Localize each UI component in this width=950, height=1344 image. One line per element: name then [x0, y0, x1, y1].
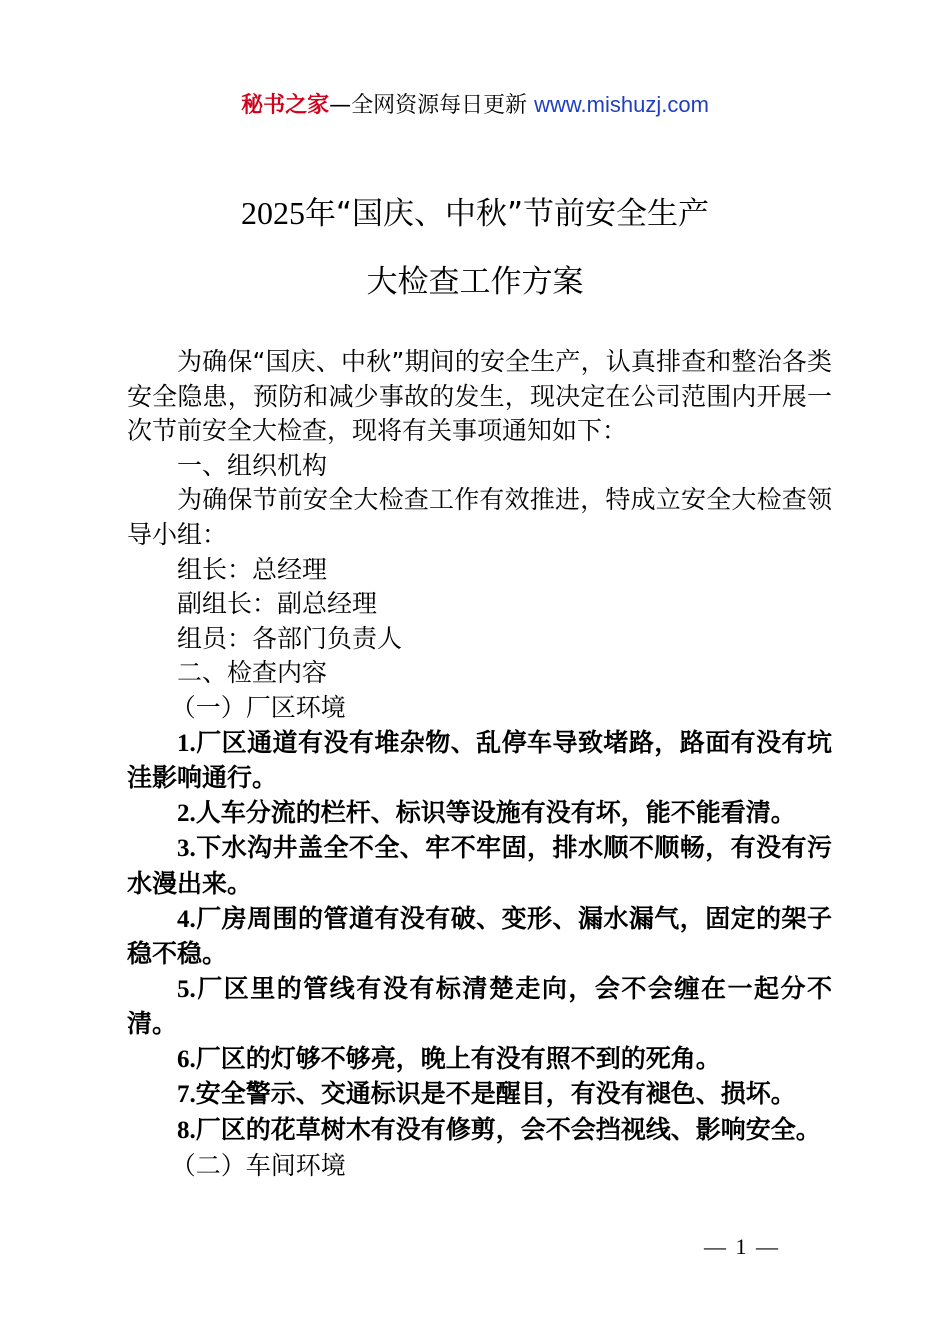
- list-item: 4.厂房周围的管道有没有破、变形、漏水漏气，固定的架子稳不稳。: [127, 903, 832, 969]
- list-item: 5.厂区里的管线有没有标清楚走向，会不会缠在一起分不清。: [127, 973, 832, 1039]
- members-line: 组员：各部门负责人: [177, 623, 403, 653]
- site-header: [0, 88, 950, 123]
- list-item: 1.厂区通道有没有堆杂物、乱停车导致堵路，路面有没有坑洼影响通行。: [127, 727, 832, 793]
- list-item: 7.安全警示、交通标识是不是醒目，有没有褪色、损坏。: [177, 1079, 796, 1109]
- list-item: 8.厂区的花草树木有没有修剪，会不会挡视线、影响安全。: [177, 1115, 821, 1145]
- leader-line: 组长：总经理: [177, 554, 328, 584]
- page-number: — 1 —: [704, 1234, 780, 1259]
- brand-name: 秘书之家: [241, 93, 330, 118]
- subsection1-heading: （一）厂区环境: [170, 692, 346, 722]
- title-line1-text: 年“国庆、中秋”节前安全生产: [304, 196, 710, 232]
- section2-heading: 二、检查内容: [177, 658, 328, 688]
- document-title-line2: 大检查工作方案: [366, 264, 584, 300]
- list-item: 3.下水沟井盖全不全、牢不牢固，排水顺不顺畅，有没有污水漫出来。: [127, 833, 832, 898]
- section1-heading: 一、组织机构: [177, 450, 328, 480]
- list-item: 2.人车分流的栏杆、标识等设施有没有坏，能不能看清。: [177, 797, 796, 827]
- deputy-line: 副组长：副总经理: [177, 589, 378, 619]
- site-url-link[interactable]: www.mishuzj.com: [534, 92, 709, 117]
- title-year: 2025: [240, 195, 305, 231]
- document-body: [127, 345, 832, 1183]
- list-item: 6.厂区的灯够不够亮，晚上有没有照不到的死角。: [177, 1043, 721, 1073]
- header-tagline: —全网资源每日更新: [329, 93, 528, 118]
- document-title-line1: [0, 193, 950, 234]
- intro-paragraph: 为确保“国庆、中秋”期间的安全生产，认真排查和整治各类安全隐患，预防和减少事故的发生，现决定在公司范围内开展一次节前安全大检查，现将有关事项通知如下：: [127, 347, 832, 446]
- section1-paragraph: 为确保节前安全大检查工作有效推进，特成立安全大检查领导小组：: [127, 485, 832, 549]
- subsection2-heading: （二）车间环境: [170, 1150, 346, 1180]
